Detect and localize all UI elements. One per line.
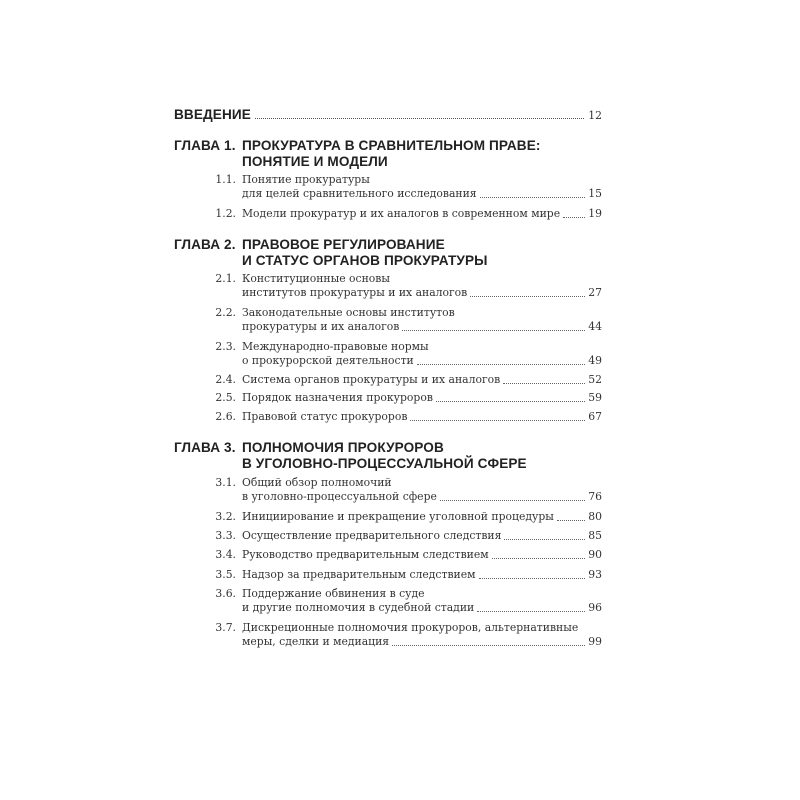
chapter-title-line: В УГОЛОВНО-ПРОЦЕССУАЛЬНОЙ СФЕРЕ [242, 456, 527, 471]
dot-leader [417, 364, 586, 365]
toc-entry-section[interactable] [174, 306, 602, 334]
section-title-line: Правовой статус прокуроров [242, 410, 408, 423]
chapter-title-line: ПРОКУРАТУРА В СРАВНИТЕЛЬНОМ ПРАВЕ: [242, 138, 541, 153]
page-number: 85 [588, 529, 602, 542]
section-number: 2.1. [215, 272, 236, 285]
dot-leader [504, 539, 585, 540]
dot-leader [557, 520, 585, 521]
page-number: 90 [588, 548, 602, 561]
chapter-title [242, 237, 602, 269]
section-title-line: Дискреционные полномочия прокуроров, альтернативные [242, 621, 579, 634]
chapter-title-line: ПОЛНОМОЧИЯ ПРОКУРОРОВ [242, 440, 444, 455]
toc-entry-section[interactable] [174, 207, 602, 221]
section-title-line: Надзор за предварительным следствием [242, 568, 476, 581]
section-number: 1.1. [215, 173, 236, 186]
chapter-title-line: И СТАТУС ОРГАНОВ ПРОКУРАТУРЫ [242, 253, 488, 268]
dot-leader [410, 420, 585, 421]
chapter-title-line: ПОНЯТИЕ И МОДЕЛИ [242, 154, 388, 169]
section-number: 1.2. [215, 207, 236, 220]
page-number: 76 [588, 490, 602, 503]
dot-leader [392, 645, 585, 646]
section-number: 2.6. [215, 410, 236, 423]
section-number: 3.3. [215, 529, 236, 542]
page-number: 93 [588, 568, 602, 581]
toc-entry-section[interactable] [174, 529, 602, 543]
section-number: 3.5. [215, 568, 236, 581]
dot-leader [436, 401, 585, 402]
dot-leader [503, 383, 585, 384]
dot-leader [440, 500, 585, 501]
section-number: 2.2. [215, 306, 236, 319]
dot-leader [563, 217, 585, 218]
section-title-line: Порядок назначения прокуроров [242, 391, 433, 404]
dot-leader [255, 118, 584, 119]
section-number: 2.3. [215, 340, 236, 353]
section-title-line: и другие полномочия в судебной стадии [242, 601, 475, 614]
page-number: 80 [588, 510, 602, 523]
section-title-line: для целей сравнительного исследования [242, 187, 477, 200]
dot-leader [480, 197, 586, 198]
section-number: 3.1. [215, 476, 236, 489]
toc-entry-section[interactable] [174, 510, 602, 524]
page-number: 12 [588, 109, 602, 122]
section-title-line: Общий обзор полномочий [242, 476, 392, 489]
section-title-line: Модели прокуратур и их аналогов в современном мире [242, 207, 561, 220]
page-number: 96 [588, 601, 602, 614]
page-number: 19 [588, 207, 602, 220]
section-title-line: Законодательные основы институтов [242, 306, 455, 319]
toc-entry-section[interactable] [174, 373, 602, 387]
chapter-heading-2[interactable] [174, 237, 602, 271]
section-title-line: прокуратуры и их аналогов [242, 320, 400, 333]
toc-entry-section[interactable] [174, 173, 602, 201]
section-title-line: о прокурорской деятельности [242, 354, 414, 367]
page-number: 59 [588, 391, 602, 404]
chapter-label: ГЛАВА 3. [174, 440, 236, 455]
section-title-line: Поддержание обвинения в суде [242, 587, 425, 600]
toc-entry-section[interactable] [174, 621, 602, 649]
toc-entry-section[interactable] [174, 272, 602, 300]
section-number: 3.6. [215, 587, 236, 600]
page-number: 15 [588, 187, 602, 200]
section-number: 3.7. [215, 621, 236, 634]
section-number: 3.4. [215, 548, 236, 561]
dot-leader [477, 611, 585, 612]
section-title-line: Система органов прокуратуры и их аналогов [242, 373, 501, 386]
section-title-line: институтов прокуратуры и их аналогов [242, 286, 468, 299]
page-number: 52 [588, 373, 602, 386]
dot-leader [402, 330, 585, 331]
section-number: 2.4. [215, 373, 236, 386]
toc-entry-section[interactable] [174, 568, 602, 582]
toc-entry-section[interactable] [174, 476, 602, 504]
section-title-line: Инициирование и прекращение уголовной процедуры [242, 510, 554, 523]
section-title-line: Руководство предварительным следствием [242, 548, 489, 561]
section-number: 2.5. [215, 391, 236, 404]
section-number: 3.2. [215, 510, 236, 523]
toc-entry-section[interactable] [174, 340, 602, 368]
chapter-label: ГЛАВА 2. [174, 237, 236, 252]
page-number: 99 [588, 635, 602, 648]
page-number: 44 [588, 320, 602, 333]
dot-leader [470, 296, 585, 297]
chapter-heading-3[interactable] [174, 440, 602, 474]
toc-entry-section[interactable] [174, 548, 602, 562]
section-title-line: Международно-правовые нормы [242, 340, 429, 353]
page-number: 27 [588, 286, 602, 299]
toc-entry-intro[interactable] [174, 107, 602, 123]
toc-entry-section[interactable] [174, 410, 602, 424]
section-title-line: меры, сделки и медиация [242, 635, 390, 648]
chapter-title [242, 440, 602, 472]
page-number: 49 [588, 354, 602, 367]
section-title-line: Конституционные основы [242, 272, 390, 285]
dot-leader [479, 578, 586, 579]
chapter-title [242, 138, 602, 170]
chapter-label: ГЛАВА 1. [174, 138, 236, 153]
chapter-heading-1[interactable] [174, 138, 602, 172]
intro-label: ВВЕДЕНИЕ [174, 107, 251, 122]
section-title-line: Понятие прокуратуры [242, 173, 370, 186]
page-number: 67 [588, 410, 602, 423]
dot-leader [492, 558, 586, 559]
toc-entry-section[interactable] [174, 587, 602, 615]
section-title-line: в уголовно-процессуальной сфере [242, 490, 437, 503]
chapter-title-line: ПРАВОВОЕ РЕГУЛИРОВАНИЕ [242, 237, 445, 252]
section-title-line: Осуществление предварительного следствия [242, 529, 502, 542]
toc-entry-section[interactable] [174, 391, 602, 405]
